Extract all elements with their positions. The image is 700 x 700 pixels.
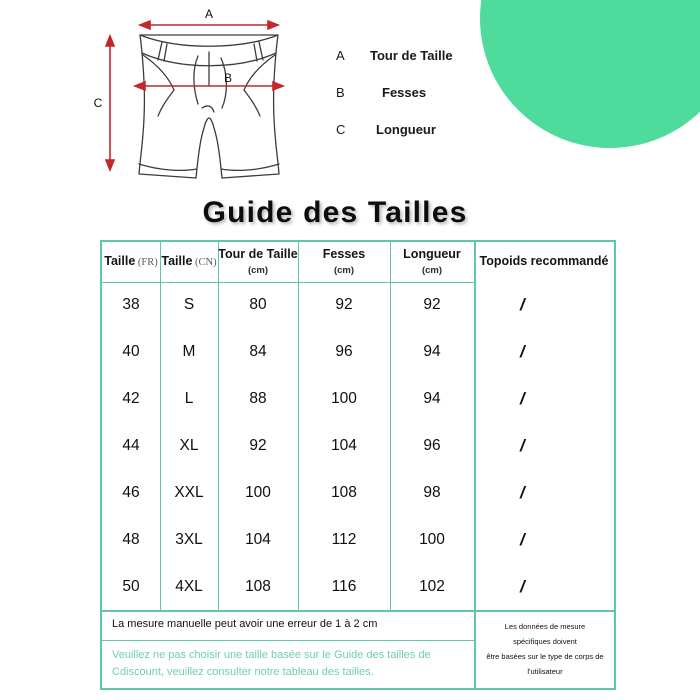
table-cell-cn: XXL [174,483,204,501]
table-header-cell [474,242,614,282]
page-title: Guide des Tailles [202,196,468,229]
legend-key-a: A [336,48,345,63]
table-cell-recommended-weight: / [520,576,525,596]
table-cell-fr: 42 [122,390,140,408]
table-cell-recommended-weight: / [520,295,525,315]
table-header-main-text: Tour de Taille [218,247,298,262]
table-header-cell [102,242,160,282]
table-cell-waist: 92 [249,436,267,454]
table-cell-hips: 100 [331,390,357,408]
table-cell-waist: 100 [245,483,271,501]
diagram-label-c: C [93,96,103,110]
table-cell-cn: L [184,390,194,408]
table-cell-recommended-weight: / [520,482,525,502]
table-header-cell [298,242,390,282]
legend-item-c [336,122,506,137]
table-cell-recommended-weight: / [520,435,525,455]
table-cell-hips: 96 [335,343,353,361]
table-cell-length: 94 [423,343,441,361]
note-side-line-1: Les données de mesure spécifiques doivent [504,622,586,646]
table-header-label [161,254,216,270]
decorative-green-circle [480,0,700,148]
table-cell-cn: XL [179,436,199,454]
table-cell-length: 94 [423,390,441,408]
table-header-main-text: Longueur [403,247,461,262]
diagram-label-a: A [204,8,214,21]
note-side-line-2: être basées sur le type de corps de l'utilisateur [486,652,604,676]
legend-item-b [336,85,506,100]
table-cell-recommended-weight: / [520,342,525,362]
table-cell-length: 96 [423,436,441,454]
legend-label-c: Longueur [376,122,436,137]
shorts-diagram [88,8,328,200]
table-cell-recommended-weight: / [520,389,525,409]
table-cell-waist: 80 [249,296,267,314]
table-header-label [218,247,297,263]
table-cell-fr: 38 [122,296,140,314]
table-header-main-text: Taille [161,254,193,269]
legend-item-a [336,48,506,63]
table-header-label [480,254,609,270]
table-header-unit: (cm) [333,264,355,276]
table-cell-cn: M [182,343,196,361]
note-manual-measure-tolerance: La mesure manuelle peut avoir une erreur de 1 à 2 cm [112,618,378,631]
table-cell-recommended-weight: / [520,529,525,549]
table-header-unit: (cm) [247,264,269,276]
table-cell-hips: 116 [331,577,357,595]
table-cell-waist: 88 [249,390,267,408]
legend-key-c: C [336,122,346,137]
table-header-label [403,247,461,263]
table-cell-length: 92 [423,296,441,314]
table-cell-fr: 40 [122,343,140,361]
table-header-cell [160,242,218,282]
table-header-main-text: Topoids recommandé [479,254,609,269]
table-cell-hips: 104 [331,436,357,454]
measurement-legend [336,48,506,159]
table-header-paren-text: (CN) [192,257,217,269]
table-header-cell [390,242,474,282]
table-header-label [323,247,365,263]
table-cell-fr: 46 [122,483,140,501]
table-header-label [104,254,158,270]
legend-label-b: Fesses [382,85,427,100]
note-size-guide-advice: Veuillez ne pas choisir une taille basée sur le Guide des tailles de Cdiscount, veuillez consulter notre tableau des tailles. [112,648,431,678]
table-cell-length: 102 [419,577,445,595]
table-cell-fr: 50 [122,577,140,595]
legend-label-a: Tour de Taille [370,48,453,63]
table-cell-cn: 3XL [175,530,203,548]
size-chart-table [100,240,616,690]
table-cell-waist: 108 [245,577,271,595]
table-header-main-text: Taille [104,254,136,269]
note-specific-measurement-data [476,610,614,688]
table-cell-hips: 112 [331,530,357,548]
table-cell-fr: 48 [122,530,140,548]
legend-key-b: B [336,85,345,100]
table-cell-waist: 104 [245,530,271,548]
table-cell-length: 100 [419,530,445,548]
table-cell-length: 98 [423,483,441,501]
table-header-unit: (cm) [421,264,443,276]
table-cell-cn: 4XL [175,577,203,595]
diagram-label-b: B [223,71,233,85]
table-cell-cn: S [183,296,195,314]
table-header-main-text: Fesses [322,247,366,262]
table-header-cell [218,242,298,282]
table-cell-hips: 108 [331,483,357,501]
table-cell-waist: 84 [249,343,267,361]
table-header-paren-text: (FR) [135,257,158,269]
table-cell-hips: 92 [335,296,353,314]
table-cell-fr: 44 [122,436,140,454]
